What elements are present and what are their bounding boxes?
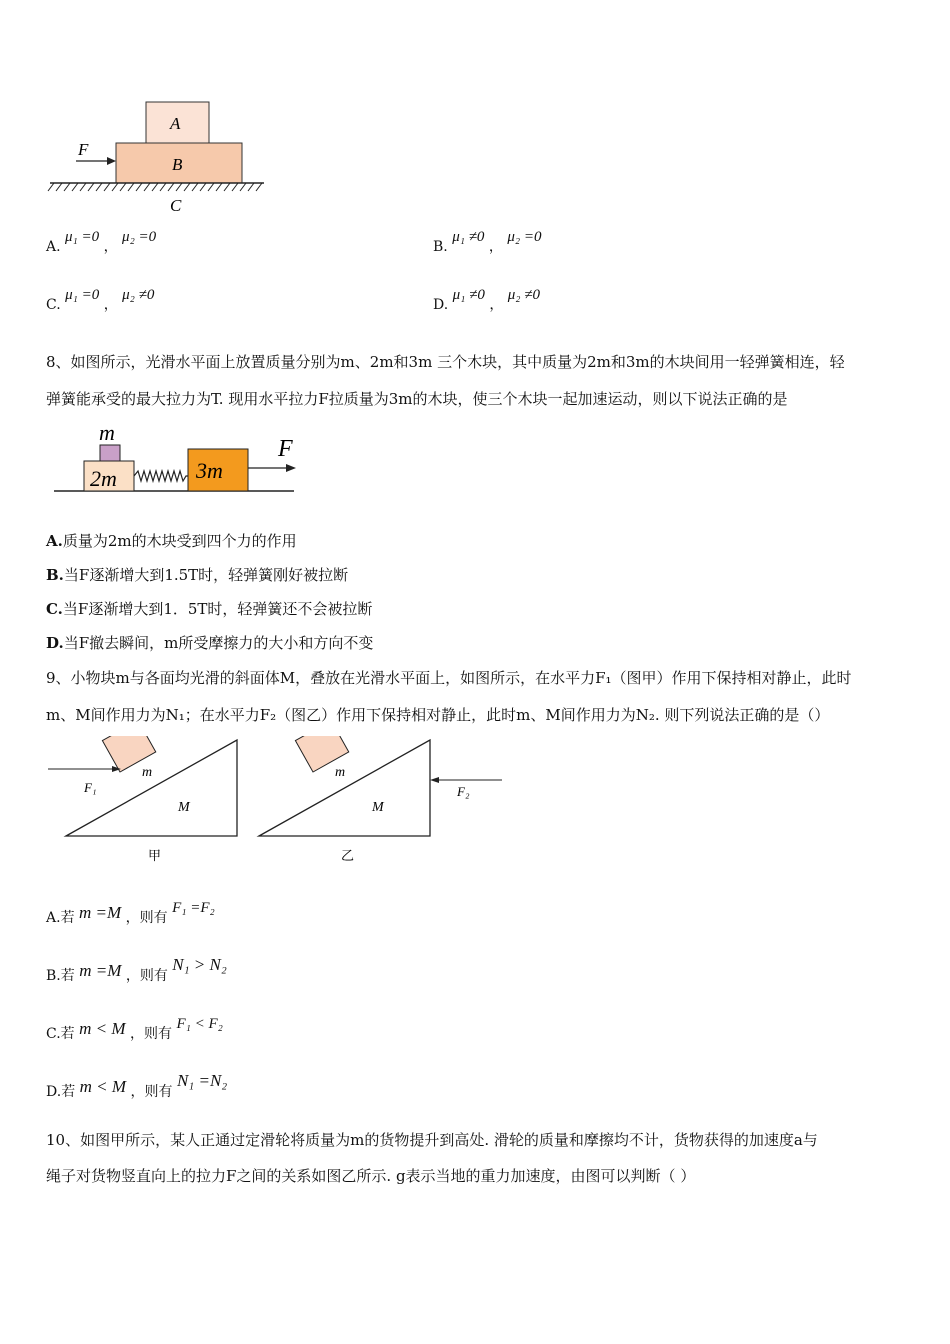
q7-option-a[interactable]: A. μ₁ =0 ， μ₂ =0 xyxy=(46,229,157,255)
label-a: A xyxy=(170,114,181,133)
label-f2: F₂ xyxy=(457,784,470,799)
ground-hatch xyxy=(48,183,262,191)
force-f-arrowhead xyxy=(107,157,116,165)
q9-stem-line1: 9、小物块m与各面均光滑的斜面体M，叠放在光滑水平面上，如图所示，在水平力F₁（图甲）作用下保持相对静止，此时 xyxy=(46,669,852,687)
q9-option-b[interactable]: B.若 m =M ，则有 N₁ > N₂ xyxy=(46,955,227,984)
q10-stem-line1: 10、如图甲所示，某人正通过定滑轮将质量为m的货物提升到高处. 滑轮的质量和摩擦均不计，货物获得的加速度a与 xyxy=(46,1131,818,1149)
label-2m: 2m xyxy=(90,466,117,491)
figure-blocks-ab xyxy=(44,98,274,218)
q8-stem-line2: 弹簧能承受的最大拉力为T. 现用水平拉力F拉质量为3m的木块，使三个木块一起加速运动，则以下说法正确的是 xyxy=(46,390,788,408)
q8-option-a[interactable]: A.质量为2m的木块受到四个力的作用 xyxy=(46,532,297,550)
force-f-arrowhead xyxy=(286,464,296,472)
spring xyxy=(134,471,188,481)
label-f: F xyxy=(78,140,89,159)
figure-three-blocks xyxy=(50,420,310,496)
q7-option-d[interactable]: D. μ₁ ≠0 ， μ₂ ≠0 xyxy=(433,287,541,313)
label-bigm-jia: M xyxy=(178,800,190,815)
q7-option-c[interactable]: C. μ₁ =0 ， μ₂ ≠0 xyxy=(46,287,155,313)
q9-option-c[interactable]: C.若 m < M ，则有 F₁ < F₂ xyxy=(46,1016,223,1042)
caption-yi: 乙 xyxy=(341,848,355,863)
figure-inclines xyxy=(44,736,510,866)
label-c: C xyxy=(170,196,182,215)
label-m-jia: m xyxy=(142,765,153,780)
q8-option-c[interactable]: C.当F逐渐增大到1．5T时，轻弹簧还不会被拉断 xyxy=(46,600,373,618)
q10-stem-line2: 绳子对货物竖直向上的拉力F之间的关系如图乙所示. g表示当地的重力加速度，由图可以判断（ ） xyxy=(46,1167,696,1185)
label-f1: F₁ xyxy=(84,780,97,795)
q7-option-b[interactable]: B. μ₁ ≠0 ， μ₂ =0 xyxy=(433,229,542,255)
q8-stem-line1: 8、如图所示，光滑水平面上放置质量分别为m、2m和3m 三个木块，其中质量为2m和3m的木块间用一轻弹簧相连，轻 xyxy=(46,353,845,371)
q8-option-b[interactable]: B.当F逐渐增大到1.5T时，轻弹簧刚好被拉断 xyxy=(46,566,349,584)
label-m: m xyxy=(99,420,115,445)
label-bigm-yi: M xyxy=(372,800,384,815)
label-m-yi: m xyxy=(335,765,346,780)
block-m xyxy=(100,445,120,461)
label-b: B xyxy=(172,155,183,174)
q9-option-a[interactable]: A.若 m =M ，则有 F₁ =F₂ xyxy=(46,900,215,926)
label-f: F xyxy=(278,436,293,462)
q9-stem-line2: m、M间作用力为N₁；在水平力F₂（图乙）作用下保持相对静止，此时m、M间作用力为N₂. 则下列说法正确的是（） xyxy=(46,706,830,724)
caption-jia: 甲 xyxy=(148,848,162,863)
q8-option-d[interactable]: D.当F撤去瞬间，m所受摩擦力的大小和方向不变 xyxy=(46,634,374,652)
q9-option-d[interactable]: D.若 m < M ，则有 N₁ =N₂ xyxy=(46,1071,228,1100)
force-f2-arrowhead xyxy=(430,777,439,783)
label-3m: 3m xyxy=(196,458,223,483)
